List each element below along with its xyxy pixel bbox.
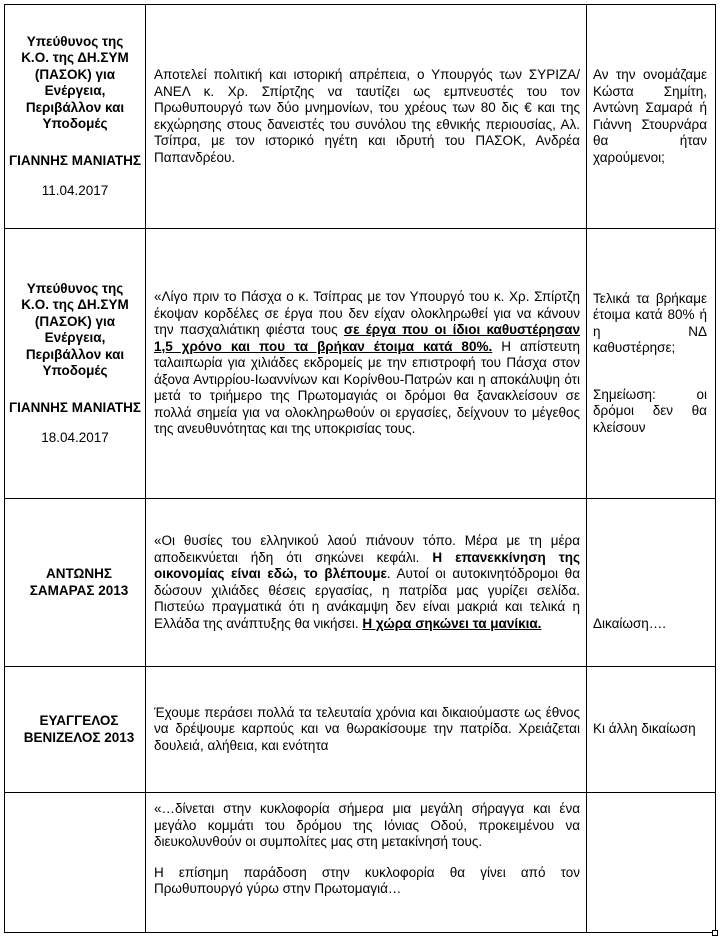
speaker-cell bbox=[5, 5, 146, 229]
statement-cell bbox=[146, 5, 587, 229]
comment-note: Σημείωση: οι δρόμοι δεν θα κλείσουν bbox=[593, 386, 707, 435]
statement-text-part: Η απίστευτη ταλαιπωρία για χιλιάδες εκδρομείς με την επιστροφή του Πάσχα στον άξονα Αντιρρίου-Ιωαννίνων και Κορίνθου-Πατρών και η αποκάλυψη ότι μετά το τριήμερο της Πρωτομαγιάς οι δρόμοι θα ξανακλείσουν σε πολλά σημεία για να ολοκληρωθούν οι εργασίες, δείχνουν το μέγεθος της ανευθυνότητας και της υποκρισίας τους. bbox=[154, 338, 581, 437]
speaker-name: ΓΙΑΝΝΗΣ ΜΑΝΙΑΤΗΣ bbox=[9, 399, 141, 415]
table-row bbox=[5, 793, 716, 933]
comment-text: Τελικά τα βρήκαμε έτοιμα κατά 80% ή η ΝΔ καθυστέρησε; bbox=[593, 290, 707, 356]
statement-text: «…δίνεται στην κυκλοφορία σήμερα μια μεγάλη σήραγγα και ένα μεγάλο κομμάτι του δρόμου της Ιόνιας Οδού, προκειμένου να διευκολυνθούν οι συμπολίτες μας στη μετακίνησή τους. bbox=[154, 801, 580, 849]
table-row bbox=[5, 667, 716, 793]
speaker-cell bbox=[5, 793, 146, 933]
speaker-name: ΕΥΑΓΓΕΛΟΣ ΒΕΝΙΖΕΛΟΣ 2013 bbox=[23, 713, 135, 745]
statement-emphasis: Η επανεκκίνηση της οικονομίας είναι εδώ, το βλέπουμε bbox=[154, 549, 580, 581]
statement-text bbox=[146, 533, 586, 632]
comment-cell bbox=[587, 499, 716, 667]
speaker-role: Υπεύθυνος της Κ.Ο. της ΔΗ.ΣΥΜ (ΠΑΣΟΚ) για Ενέργεια, Περιβάλλον και Υποδομές bbox=[21, 280, 129, 378]
speaker-role: Υπεύθυνος της Κ.Ο. της ΔΗ.ΣΥΜ (ΠΑΣΟΚ) για Ενέργεια, Περιβάλλον και Υποδομές bbox=[21, 33, 129, 131]
comment-text: Αν την ονομάζαμε Κώστα Σημίτη, Αντώνη Σαμαρά ή Γιάννη Στουρνάρα θα ήταν χαρούμενοι; bbox=[593, 67, 707, 165]
statement-text bbox=[146, 289, 586, 438]
comment-cell bbox=[587, 5, 716, 229]
statement-text-part: . Αυτοί οι αυτοκινητόδρομοι θα δώσουν χιλιάδες θέσεις εργασίας, η πατρίδα μας γυρίζει σελίδα. Πιστεύω πραγματικά ότι η ανάκαμψη δεν είναι μακριά και τελικά η Ελλάδα της ανάπτυξης θα νικήσει. bbox=[154, 566, 580, 631]
speaker-name: ΓΙΑΝΝΗΣ ΜΑΝΙΑΤΗΣ bbox=[9, 152, 141, 168]
comment-cell bbox=[587, 793, 716, 933]
statement-emphasis: Η χώρα σηκώνει τα μανίκια. bbox=[362, 615, 542, 631]
statement-cell bbox=[146, 499, 587, 667]
statement-text-part: «Λίγο πριν το Πάσχα ο κ. Τσίπρας με τον Υπουργό του κ. Χρ. Σπίρτζη έκοψαν κορδέλες σε έργα που δεν είχαν ολοκληρωθεί για να κάνουν την πασχαλιάτικη φιέστα τους bbox=[154, 289, 580, 338]
statement-emphasis: σε έργα που οι ίδιοι καθυστέρησαν 1,5 χρόνο και που τα βρήκαν έτοιμα κατά 80%. bbox=[154, 322, 580, 354]
statement-text: Η επίσημη παράδοση στην κυκλοφορία θα γίνει από τον Πρωθυπουργό γύρω στην Πρωτομαγιά… bbox=[154, 864, 580, 896]
comment-text: Δικαίωση…. bbox=[593, 615, 667, 631]
comment-cell bbox=[587, 667, 716, 793]
table-row bbox=[5, 5, 716, 229]
statement-date: 18.04.2017 bbox=[41, 430, 109, 445]
comment-cell bbox=[587, 229, 716, 499]
speaker-name: ΑΝΤΩΝΗΣ ΣΑΜΑΡΑΣ 2013 bbox=[29, 566, 129, 598]
statement-text-part: «Οι θυσίες του ελληνικού λαού πιάνουν τόπο. Μέρα με τη μέρα αποδεικνύεται ήδη ότι σηκώνει κεφάλι. bbox=[154, 533, 580, 565]
statement-cell bbox=[146, 229, 587, 499]
comment-text: Κι άλλη δικαίωση bbox=[593, 721, 696, 737]
statement-cell bbox=[146, 793, 587, 933]
statement-text: Έχουμε περάσει πολλά τα τελευταία χρόνια και δικαιούμαστε ως έθνος να δρέψουμε καρπούς και να θωρακίσουμε την πατρίδα. Χρειάζεται δουλειά, αλήθεια, και ενότητα bbox=[154, 704, 580, 753]
statement-text: Αποτελεί πολιτική και ιστορική απρέπεια, ο Υπουργός των ΣΥΡΙΖΑ/ΑΝΕΛ κ. Χρ. Σπίρτζης να ταυτίζει ως εμπνευστές του τον Πρωθυπουργό των δύο μνημονίων, του χρέους των 80 δις € και της εκχώρησης στους δανειστές του συνόλου της εθνικής περιουσίας, Αλ. Τσίπρα, με τον ιστορικό ηγέτη και ιδρυτή του ΠΑΣΟΚ, Ανδρέα Παπανδρέου. bbox=[154, 67, 580, 165]
statements-table bbox=[4, 4, 716, 933]
speaker-cell bbox=[5, 229, 146, 499]
speaker-cell bbox=[5, 667, 146, 793]
table-resize-handle[interactable] bbox=[712, 930, 718, 936]
statement-date: 11.04.2017 bbox=[41, 183, 109, 198]
table-row bbox=[5, 229, 716, 499]
statement-cell bbox=[146, 667, 587, 793]
table-row bbox=[5, 499, 716, 667]
speaker-cell bbox=[5, 499, 146, 667]
